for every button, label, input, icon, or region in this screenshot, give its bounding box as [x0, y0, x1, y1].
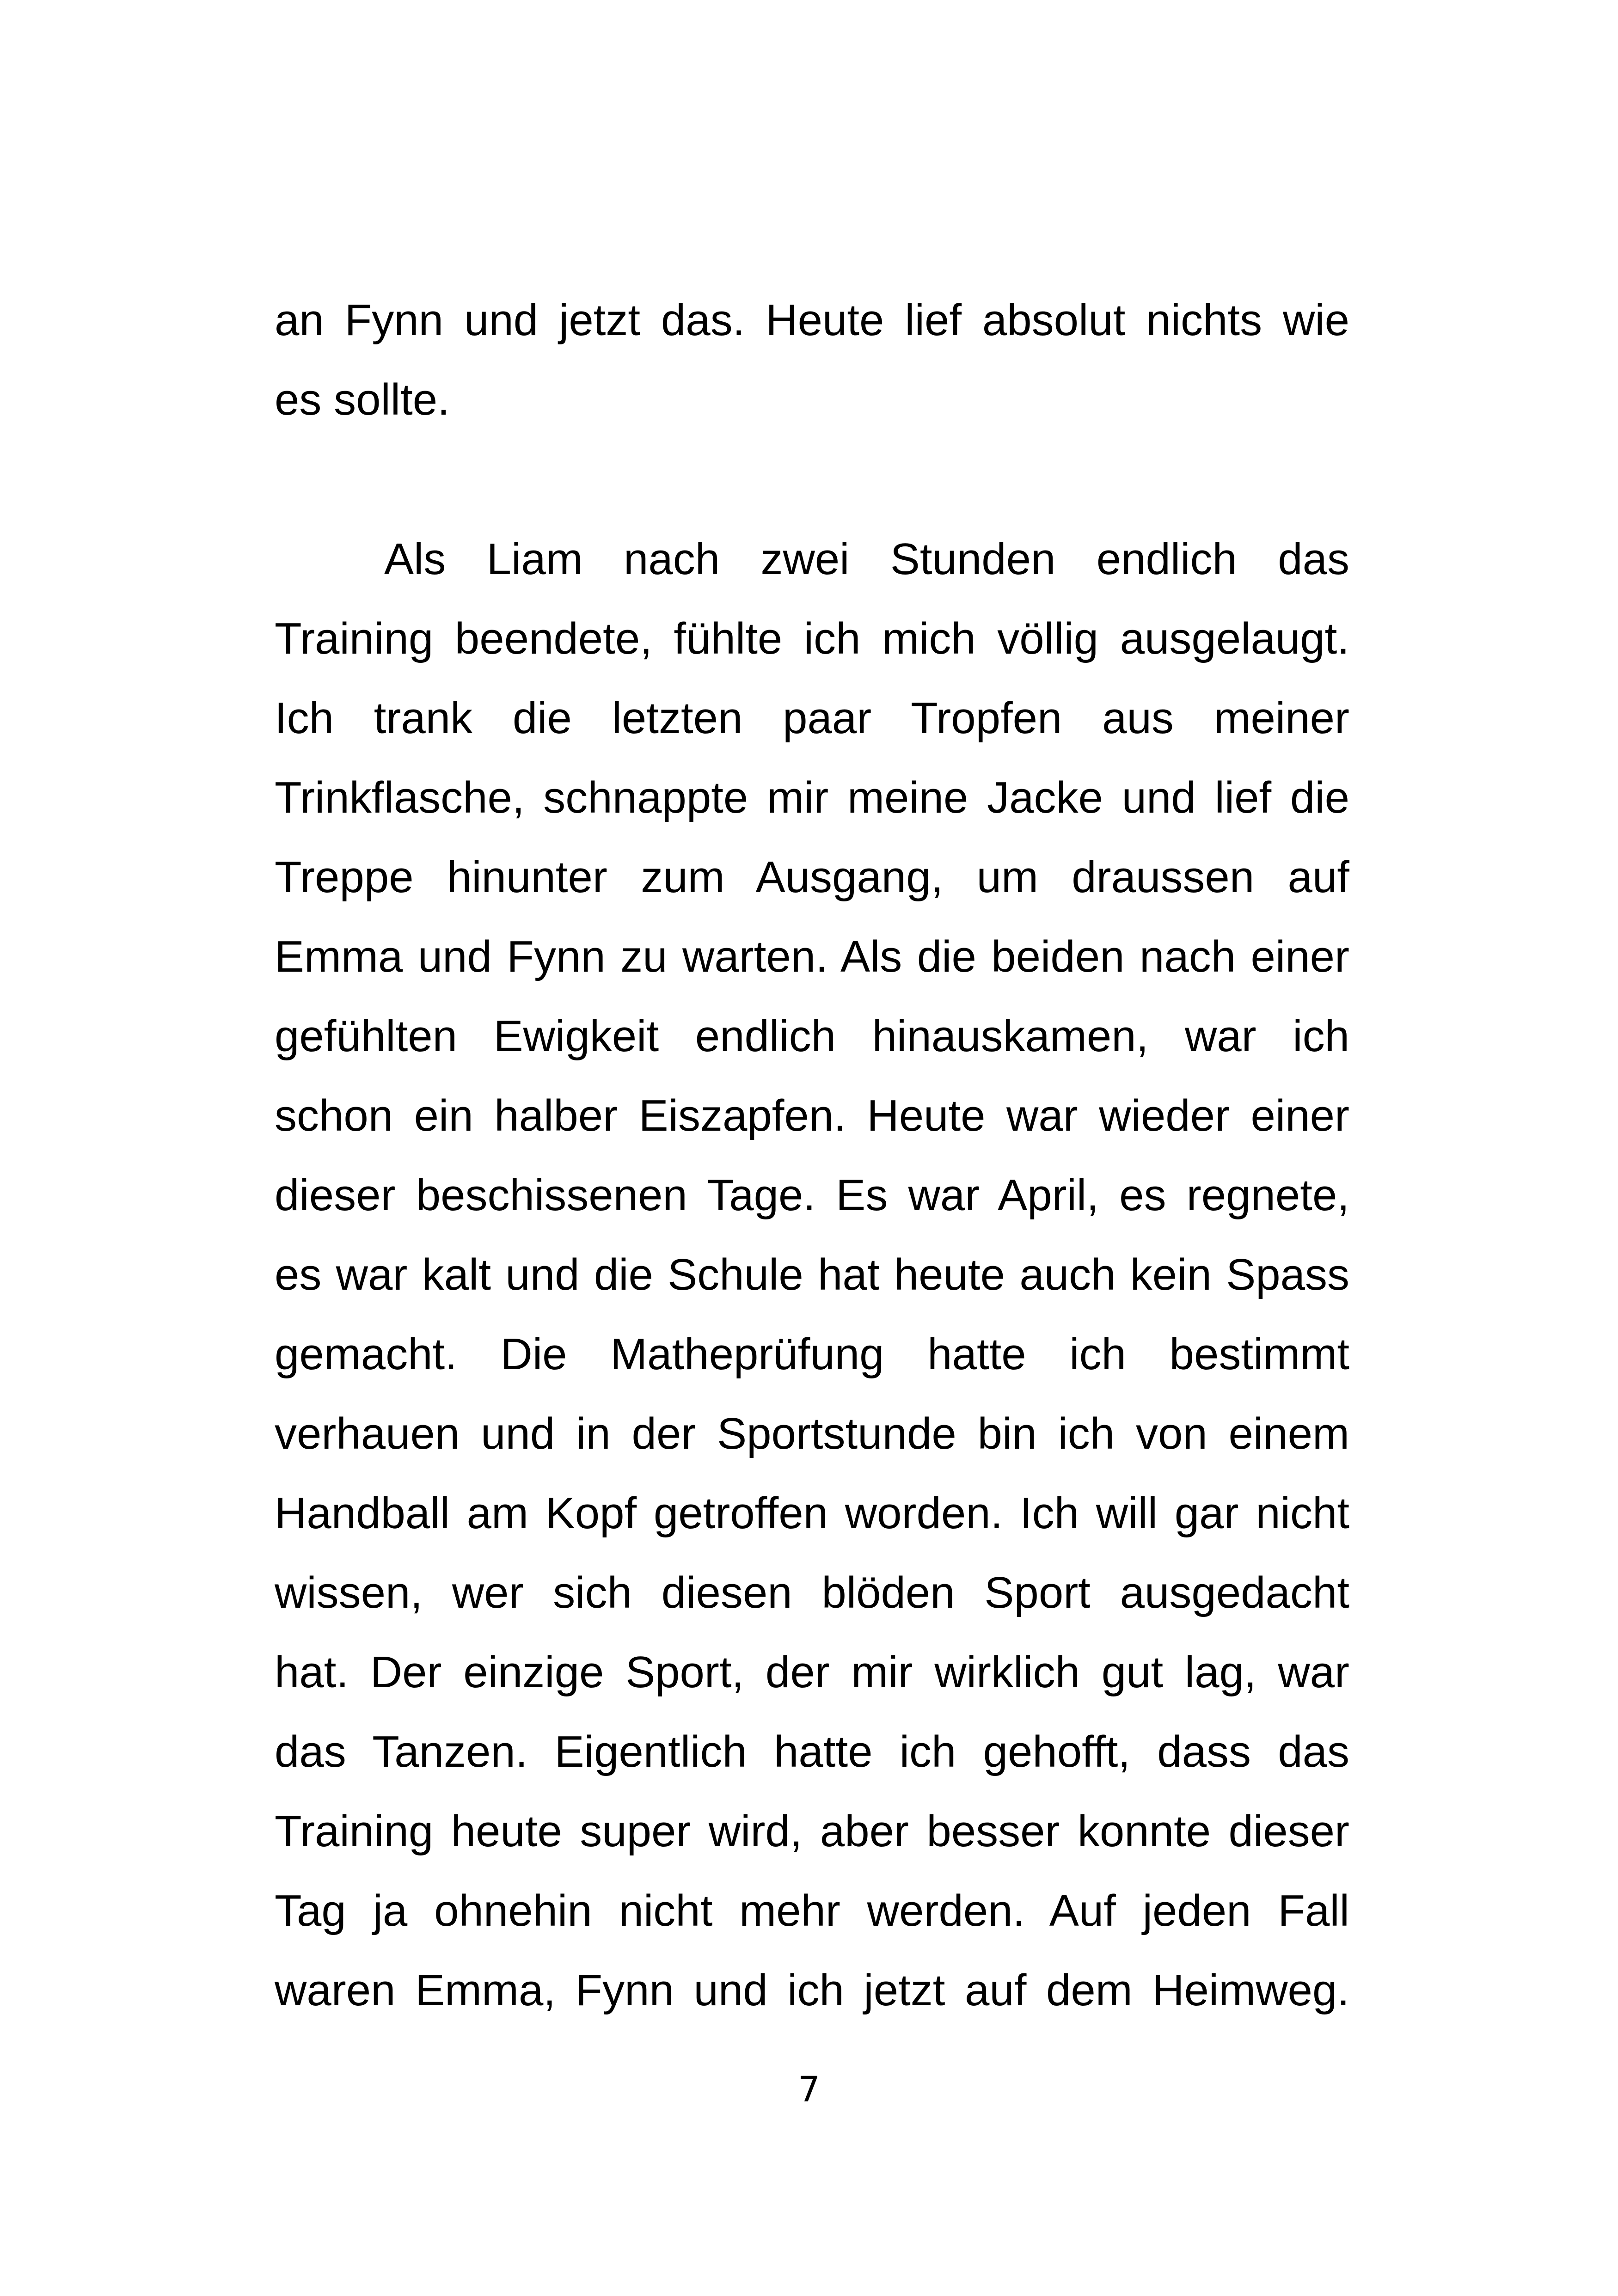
text-line: hat. Der einzige Sport, der mir wirklich gut lag, war [275, 1647, 1349, 1697]
text-line: das Tanzen. Eigentlich hatte ich gehofft, dass das [275, 1727, 1349, 1776]
text-line: schon ein halber Eiszapfen. Heute war wieder einer [275, 1091, 1349, 1140]
text-line: wissen, wer sich diesen blöden Sport ausgedacht [275, 1568, 1349, 1617]
text-line: gefühlten Ewigkeit endlich hinauskamen, war ich [275, 1011, 1349, 1061]
text-line: Trinkflasche, schnappte mir meine Jacke und lief die [275, 773, 1349, 822]
text-line: Als Liam nach zwei Stunden endlich das [384, 534, 1349, 584]
text-line: verhauen und in der Sportstunde bin ich von einem [275, 1409, 1349, 1458]
text-line: Ich trank die letzten paar Tropfen aus meiner [275, 693, 1349, 743]
page-number: 7 [797, 2069, 821, 2110]
text-line: an Fynn und jetzt das. Heute lief absolut nichts wie [275, 295, 1349, 345]
paragraph-continuation [275, 281, 1349, 440]
text-line: es war kalt und die Schule hat heute auch kein Spass [275, 1250, 1349, 1299]
text-line: es sollte. [275, 375, 450, 424]
text-line: dieser beschissenen Tage. Es war April, es regnete, [275, 1170, 1349, 1220]
text-line: Handball am Kopf getroffen worden. Ich will gar nicht [275, 1488, 1349, 1538]
text-line: gemacht. Die Matheprüfung hatte ich bestimmt [275, 1329, 1349, 1379]
text-line: Treppe hinunter zum Ausgang, um draussen auf [275, 852, 1349, 902]
text-line: waren Emma, Fynn und ich jetzt auf dem Heimweg. [275, 1965, 1349, 2015]
text-line: Tag ja ohnehin nicht mehr werden. Auf jeden Fall [275, 1886, 1349, 1935]
text-line: Training beendete, fühlte ich mich völlig ausgelaugt. [275, 614, 1349, 663]
text-line: Training heute super wird, aber besser konnte dieser [275, 1806, 1349, 1856]
text-line: Emma und Fynn zu warten. Als die beiden nach einer [275, 932, 1349, 981]
paragraph-main [275, 520, 1349, 2030]
